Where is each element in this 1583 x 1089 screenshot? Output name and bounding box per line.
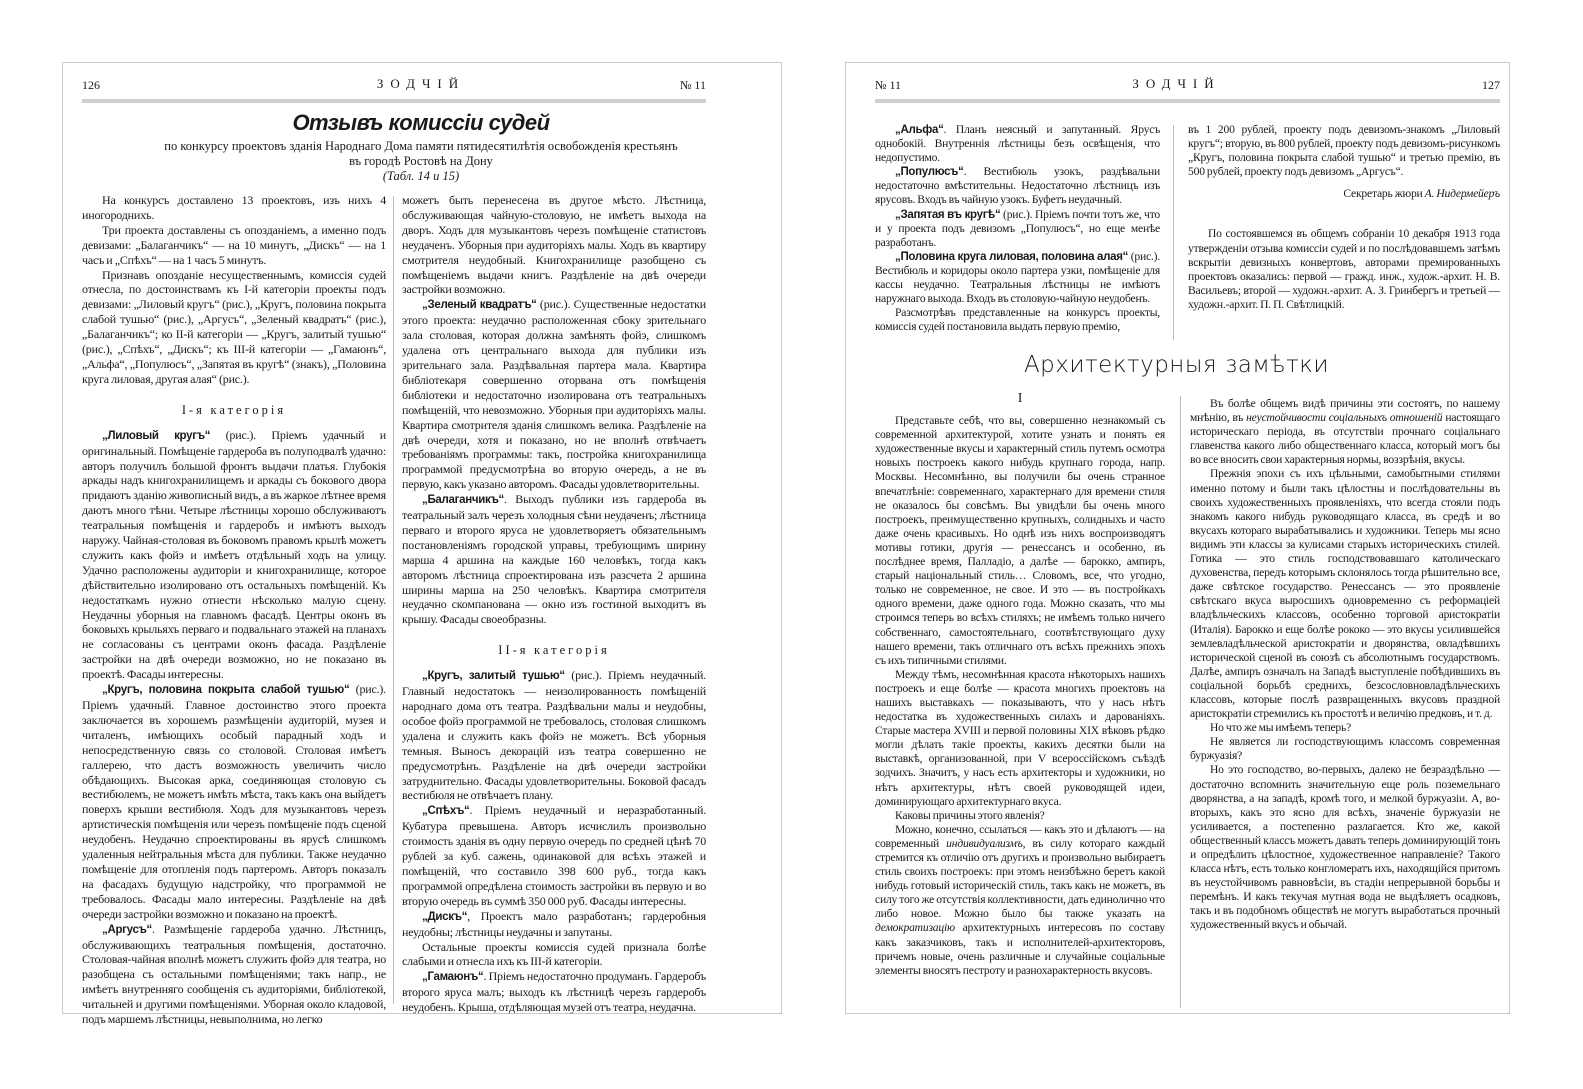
body-text: архитектурныхъ интересовъ по составу какъ заказчиковъ, такъ и исполнителей-архитекторовъ, причемъ новые, очень различные и случайные соціальные элементы вносятъ пестроту и разнохарактерность вкусовъ. <box>875 921 1165 977</box>
paragraph <box>875 668 1165 809</box>
text-column <box>82 193 386 1027</box>
body-text: (рис.). Пріемъ неудачный. Главный недостатокъ — неизолированность помѣщеній народнаго дома отъ театра. Раздѣвальни малы и неудобны, особое фойэ программой не требовалось, столовая слишкомъ удалена и служить какъ фойэ не можетъ. Всѣ уборныя темныя. Выносъ декорацій изъ театра совершенно не предусмотрѣнъ. Раздѣленіе на двѣ очереди застройки затруднительно. Фасады удовлетворительны. Боковой фасадъ вестибюля не отвѣчаетъ плану. <box>402 668 706 803</box>
column-divider <box>1180 396 1181 1008</box>
project-motto: „Кругъ, залитый тушью“ <box>422 670 565 683</box>
project-motto: „Зеленый квадратъ“ <box>422 299 537 312</box>
paragraph <box>82 268 386 387</box>
body-text: (рис.). Пріемъ удачный и оригинальный. Помѣщеніе гардероба въ полуподвалѣ удачно: авторъ получилъ большой фронтъ выдачи платья. Глубокія аркады надъ книгохранилищемъ и аркады съ бокового двора придаютъ зданію живописный видъ, а въ жаркое лѣтнее время даютъ много тѣни. Четыре лѣстницы хорошо обслуживаютъ театральныя помѣщенія и гардеробъ и имѣютъ выходъ наружу. Чайная-столовая въ боковомъ правомъ крылѣ можетъ служить какъ фойэ и имѣетъ отдѣльный ходъ на улицу. Удачно расположены аудиторіи и книгохранилище, которое дѣйствительно изолировано отъ остальныхъ помѣщеній. Къ недостаткамъ нужно отнести нѣсколько малую сцену. Неудачны уборныя на главномъ фасадѣ. Центры оконъ въ боковыхъ крыльяхъ перваго и подвальнаго этажей на планахъ не согласованы съ центрами оконъ фасада. Раздѣленіе застройки на двѣ очереди возможно, но не показано въ проектѣ. Фасады интересны. <box>82 427 386 682</box>
body-text: Три проекта доставлены съ опозданіемъ, а именно подъ девизами: „Балаганчикъ“ — на 10 минутъ, „Дискъ“ — на 1 часъ и „Спѣхъ“ — на 1 часъ 5 минутъ. <box>82 222 386 267</box>
project-motto: „Гамаюнъ“ <box>422 971 484 984</box>
paragraph <box>1190 763 1500 932</box>
body-text: . Выходъ публики изъ гардероба въ театральный залъ черезъ холодныя сѣни неудаченъ; лѣстница перваго и второго яруса не удовлетворяетъ обязательнымъ постановленіямъ городской управы, требующимъ ширину марша 4 аршина на каждые 160 человѣкъ, тогда какъ авторомъ лѣстница спроектирована изъ разсчета 2 аршина ширины марша на 250 человѣкъ. Квартира смотрителя неудачно скомпанована — окно изъ гостиной выходитъ въ крышу. Фасады своеобразны. <box>402 492 706 627</box>
body-text: . Пріемъ недостаточно продуманъ. Гардеробъ второго яруса малъ; выходъ къ лѣстницѣ черезъ гардеробъ неудобенъ. Крыша, отдѣляющая музей отъ театра, неудачна. <box>402 969 706 1015</box>
body-text: Но это господство, во-первыхъ, далеко не безраздѣльно — достаточно вспомнить значительную еще роль поземельнаго дворянства, а на западѣ, кромѣ того, и мелкой буржуазіи. А, во-вторыхъ, какъ это ясно для всѣхъ, значеніе буржуазіи не усиливается, а постепенно разлагается. Кто же, какой общественный классъ можетъ давать теперь доминирующій тонъ и опредѣлить цѣлостное, художественное направленіе? Такого класса нѣтъ, есть только конгломератъ ихъ, находящійся притомъ въ неустойчивомъ равновѣсіи, въ стадіи непрерывной борьбы и перемѣнъ. И какъ текучая мутная вода не выдѣляетъ осадковъ, такъ и въ подобномъ обществѣ не могутъ выработаться прочный художественный вкусъ и обычай. <box>1190 763 1500 932</box>
paragraph <box>402 803 706 908</box>
body-text: , въ силу котораго каждый стремится къ отличію отъ другихъ и произвольно выбираетъ стиль своихъ построекъ: при этомъ неизбѣжно беретъ какой нибудь готовый историческій стиль, такъ какъ не можетъ, въ силу того же отсутствія коллективности, дать единолично что либо новое. Можно было бы также указать на <box>875 836 1165 921</box>
journal-masthead: ЗОДЧІЙ <box>1132 76 1221 91</box>
project-motto: „Аргусъ“ <box>102 923 152 936</box>
body-text: Прежнія эпохи съ ихъ цѣльными, самобытными стилями именно потому и были такъ цѣлостны и послѣдовательны въ своихъ художественныхъ проявленіяхъ, что всегда стояли подъ знакомъ какого нибудь руководящаго класса, въ средѣ и во вкусахъ котораго вырабатывались и художники. Теперь мы ясно видимъ эти классы за кулисами старыхъ историческихъ стилей. Готика — это стиль господствовавшаго католическаго духовенства, передъ которымъ склонялось тогда рѣшительно все, даже свѣтское государство. Ренессансъ — это проявленіе свѣтскаго вкуса выросшихъ одновременно съ реформаціей владѣльческихъ классовъ, особенно торговой аристократіи (Италія). Барокко и еще болѣе рококо — это вкусы усилившейся землевладѣльческой аристократіи и дворянства, овладѣвшихъ исторической сценой въ союзѣ съ абсолютнымъ государствомъ. Далѣе, ампиръ означалъ на Западѣ выступленіе побѣдившихъ въ соціальной борьбѣ среднихъ, безсословновладѣльческихъ классовъ, которые послѣ развращенныхъ вкусовъ праздной аристократіи стремились къ простотѣ и величію предковъ, и т. д. <box>1190 467 1500 721</box>
body-text: (рис.). Пріемъ почти тотъ же, что и у проекта подъ девизомъ „Популюсъ“, но еще менѣе разработанъ. <box>875 207 1160 249</box>
paragraph <box>875 250 1160 306</box>
paragraph <box>1190 735 1500 763</box>
body-text: Не является ли господствующимъ классомъ современная буржуазія? <box>1190 735 1500 763</box>
issue-number: № 11 <box>875 78 902 92</box>
text-column <box>875 123 1160 334</box>
text-column <box>875 392 1165 978</box>
text-column <box>1190 397 1500 933</box>
body-text: Разсмотрѣвъ представленные на конкурсъ проекты, комиссія судей постановила выдать первую премію, <box>875 306 1160 334</box>
paragraph <box>402 969 706 1015</box>
paragraph <box>82 682 386 922</box>
paragraph <box>402 492 706 627</box>
paragraph <box>875 208 1160 250</box>
body-text: . Размѣщеніе гардероба удачно. Лѣстницъ, обслуживающихъ театральныя помѣщенія, достаточно. Столовая-чайная вполнѣ можетъ служить фойэ для театра, но разобщена съ остальными помѣщеніями; такъ напр., не имѣетъ внутренняго сообщенія съ аудиторіями, библіотекой, читальней и другими помѣщеніями. Уборная около кладовой, подъ маршемъ лѣстницы, невыполнима, но легко <box>82 921 386 1027</box>
paragraph <box>402 297 706 492</box>
project-motto: „Лиловый кругъ“ <box>102 429 211 442</box>
body-text: можетъ быть перенесена въ другое мѣсто. Лѣстница, обслуживающая чайную-столовую, не имѣетъ выхода на дворъ. Ходъ для музыкантовъ черезъ помѣщеніе статистовъ неудаченъ. Уборныя при аудиторіяхъ малы. Ходъ въ квартиру смотрителя неудобный. Книгохранилище разобщено съ помѣщеніемъ выдачи книгъ. Раздѣленіе на двѣ очереди застройки возможно. <box>402 193 706 297</box>
project-motto: „Спѣхъ“ <box>422 805 470 818</box>
page-number: 127 <box>1482 78 1500 92</box>
body-text: . Вестибюль узокъ, раздѣвальни недостаточно вмѣстительны. Недостаточно лѣстницъ изъ ярусовъ. Входъ въ чайную узокъ. Буфетъ неудачный. <box>875 165 1160 207</box>
body-text: Но что же мы имѣемъ теперь? <box>1210 721 1352 735</box>
paragraph <box>82 193 386 223</box>
body-text: Секретарь жюри <box>1343 187 1425 201</box>
body-text: въ 1 200 рублей, проекту подъ девизомъ-знакомъ „Лиловый кругъ“; вторую, въ 800 рублей, проекту подъ девизомъ-рисункомъ „Кругъ, половина покрыта слабой тушью“ и третью премію, въ 500 рублей, проекту подъ девизомъ „Аргусъ“. <box>1188 123 1500 179</box>
body-text: Представьте себѣ, что вы, совершенно незнакомый съ современной архитектурой, хотите узнать и понять ея художественные вкусы и характерный стиль путемъ осмотра новыхъ построекъ какого нибудь крупнаго города, напр. Москвы. Несомнѣнно, вы получили бы очень странное впечатлѣніе: современнаго, характернаго для времени стиля не оказалось бы совсѣмъ. Вы увидѣли бы очень много построекъ, преимущественно крупныхъ, солидныхъ и часто даже очень красивыхъ. Но однѣ изъ нихъ воспроизводятъ мотивы готики, другія — ренессансъ и особенно, въ послѣднее время, Палладіо, а далѣе — барокко, ампиръ, старый національный стиль… Словомъ, все, что угодно, только не современное, не свое. И это — въ постройкахъ одного времени, даже одного года. Можно сказать, что мы строимся теперь во всѣхъ стиляхъ; не имѣемъ только ничего собственнаго, самостоятельнаго, соотвѣтствующаго духу нашего времени, такъ отличнаго отъ всѣхъ прежнихъ эпохъ съ ихъ типичными стилями. <box>875 414 1165 667</box>
emphasis-text: неустойчивости соціальныхъ отношеній <box>1246 411 1443 425</box>
paragraph <box>875 414 1165 668</box>
journal-masthead: ЗОДЧІЙ <box>376 76 466 91</box>
body-text: (рис.). Вестибюль и коридоры около партера узки, помѣщеніе для кассы неудачно. Театральныя лѣстницы не имѣютъ наружнаго выхода. Входъ въ столовую-чайную неудобенъ. <box>875 249 1160 306</box>
signature <box>1188 187 1500 201</box>
issue-number: № 11 <box>679 78 706 92</box>
emphasis-text: А. Нидермейеръ <box>1424 187 1500 201</box>
column-divider <box>393 196 394 1004</box>
project-motto: „Запятая въ кругѣ“ <box>895 208 1001 221</box>
emphasis-text: индивидуализмъ <box>946 836 1023 850</box>
paragraph <box>82 922 386 1027</box>
body-text: Признавъ опозданіе несущественнымъ, комиссія судей отнесла, по достоинствамъ къ I-й категоріи проекты подъ девизами: „Лиловый кругъ“ (рис.), „Кругъ, половина покрыта слабой тушью“ (рис.), „Аргусъ“, „Зеленый квадратъ“ (рис.), „Балаганчикъ“; ко II-й категоріи — „Кругъ, залитый тушью“ (рис.), „Спѣхъ“, „Дискъ“; къ III-й категоріи — „Гамаюнъ“, „Альфа“, „Популюсъ“, „Запятая въ кругѣ“ (знакъ), „Половина круга лиловая, другая алая“ (рис.). <box>82 267 386 386</box>
paragraph <box>402 940 706 970</box>
paragraph <box>875 823 1165 978</box>
paragraph <box>1190 467 1500 721</box>
paragraph <box>1190 721 1500 735</box>
article-subtitle-location: въ городѣ Ростовѣ на Дону <box>349 154 493 168</box>
article-subtitle: по конкурсу проектовъ зданія Народнаго Дома памяти пятидесятилѣтія освобожденія крестьянъ <box>164 139 678 153</box>
emphasis-text: демократизацію <box>875 921 955 935</box>
body-text: настоящаго историческаго періода, въ отсутствіи прочнаго соціальнаго главенства какого либо общественнаго класса, который могъ бы во все вносить свои характерныя нормы, воззрѣнія, вкусы. <box>1190 411 1500 467</box>
body-text: (рис.). Существенные недостатки этого проекта: неудачно расположенная сбоку зрительнаго зала столовая, которая должна замѣнять фойэ, слишкомъ удалена отъ центральнаго выхода для публики изъ зрительнаго зала. Раздѣвальная партера мала. Квартира библіотекаря совершенно оторвана отъ помѣщенія библіотеки и недостаточно изолирована отъ театральныхъ помѣщеній, что невозможно. Уборныя при аудиторіяхъ малы. Квартира смотрителя зданія слишкомъ велика. Раздѣленіе на двѣ очереди, хотя и показано, но не вполнѣ отвѣчаетъ требованіямъ программы: такъ, постройка книгохранилища программой предусмотрѣна во вторую очередь, а не въ первую, какъ указано авторомъ. Фасады удовлетворительны. <box>402 297 706 492</box>
paragraph <box>82 428 386 682</box>
paragraph <box>1190 397 1500 467</box>
article-title: Архитектурныя замѣтки <box>1023 352 1330 378</box>
paragraph <box>402 909 706 940</box>
body-text: . Планъ неясный и запутанный. Ярусъ однобокій. Внутреннія лѣстницы безъ освѣщенія, что недопустимо. <box>875 123 1160 165</box>
header-rule <box>82 99 706 103</box>
body-text: , Проектъ мало разработанъ; гардеробныя неудобны; лѣстницы неудачны и запутаны. <box>402 908 706 939</box>
paragraph <box>1188 123 1500 179</box>
project-motto: „Популюсъ“ <box>895 166 964 179</box>
paragraph <box>402 668 706 803</box>
project-motto: „Альфа“ <box>895 124 944 136</box>
column-divider <box>1173 125 1174 340</box>
body-text: На конкурсъ доставлено 13 проектовъ, изъ нихъ 4 иногороднихъ. <box>82 193 386 222</box>
paragraph <box>82 223 386 268</box>
project-motto: „Половина круга лиловая, половина алая“ <box>895 250 1129 263</box>
body-text: (рис.). Пріемъ удачный. Главное достоинство этого проекта заключается въ хорошемъ размѣщеніи аудиторій, музея и читаленъ, имѣющихъ особый парадный ходъ и непосредственную связь со столовой. Столовая имѣетъ галлерею, что дастъ возможность увеличить число обѣдающихъ. Высокая арка, соединяющая столовую съ вестибюлемъ, не можетъ имѣть мѣста, такъ какъ она выйдетъ поверхъ крыши вестибюля. Ходъ для музыкантовъ черезъ артистическія помѣщенія или черезъ помѣщеніе подъ сценой неудобенъ. Неудачно спроектированы въ ярусѣ слишкомъ удаленныя нейтральныя мѣста для публики. Также неудачно помѣщеніе для отопленія подъ партеромъ. Авторъ показалъ на фасадахъ будущую надстройку, что программой не требовалось. Фасады мало интересны. Раздѣленіе на двѣ очереди застройки возможно и показано на проектѣ. <box>82 682 386 921</box>
section-heading: II-я категорія <box>498 643 610 658</box>
paragraph <box>1188 227 1500 312</box>
project-motto: „Кругъ, половина покрыта слабой тушью“ <box>102 684 350 697</box>
body-text: Каковы причины этого явленія? <box>895 808 1045 822</box>
paragraph <box>402 193 706 297</box>
paragraph <box>875 165 1160 207</box>
body-text: По состоявшемся въ общемъ собраніи 10 декабря 1913 года утвержденіи отзыва комиссіи судей и по послѣдовавшемъ затѣмъ вскрытіи девизныхъ конвертовъ, авторами премированныхъ проектовъ оказались: первой — гражд. инж., худож.-архит. Н. В. Васильевъ; второй — художн.-архит. А. З. Гринбергъ и третьей — художн.-архит. П. П. Свѣтлицкій. <box>1188 227 1500 311</box>
body-text: Можно, конечно, ссылаться — какъ это и дѣлаютъ — на современный <box>875 822 1165 850</box>
body-text: . Пріемъ неудачный и неразработанный. Кубатура превышена. Авторъ исчислилъ произвольно стоимость зданія въ одну первую очередь по средней цѣнѣ 70 рублей за куб. сажень, одинаковой для всѣхъ этажей и помѣщеній, что составило 398 600 руб., тогда какъ программой опредѣлена стоимость застройки въ первую и во вторую очередь въ суммѣ 350 000 руб. Фасады интересны. <box>402 803 706 908</box>
article-title: Отзывъ комиссіи судей <box>292 110 550 135</box>
body-text: Въ болѣе общемъ видѣ причины эти состоятъ, по нашему мнѣнію, въ <box>1190 397 1500 425</box>
paragraph <box>875 809 1165 823</box>
paragraph <box>875 306 1160 334</box>
section-numeral: I <box>1017 391 1023 406</box>
plates-note: (Табл. 14 и 15) <box>382 169 460 183</box>
body-text: Между тѣмъ, несомнѣнная красота нѣкоторыхъ нашихъ построекъ и еще болѣе — красота многихъ проектовъ на нашихъ выставкахъ — показываютъ, что у насъ нѣтъ недостатка въ художественныхъ силахъ и дарованіяхъ. Старые мастера XVIII и первой половины XIX вѣковъ рѣдко могли дѣлать такіе проекты, какихъ десятки были на выставкѣ, организованной, при V всероссійскомъ съѣздѣ зодчихъ. Значитъ, у насъ есть архитекторы и художники, но нѣтъ архитектуры, нѣтъ своей руководящей идеи, доминирующаго архитектурнаго вкуса. <box>875 667 1165 808</box>
header-rule <box>875 99 1500 103</box>
body-text: Остальные проекты комиссія судей признала болѣе слабыми и отнесла ихъ къ III-й категоріи. <box>402 939 706 969</box>
text-column <box>402 193 706 1015</box>
paragraph <box>875 123 1160 165</box>
page-number: 126 <box>82 78 100 92</box>
text-column <box>1188 123 1500 312</box>
project-motto: „Балаганчикъ“ <box>422 494 504 507</box>
project-motto: „Дискъ“ <box>422 910 468 923</box>
section-heading: I-я категорія <box>181 402 287 417</box>
